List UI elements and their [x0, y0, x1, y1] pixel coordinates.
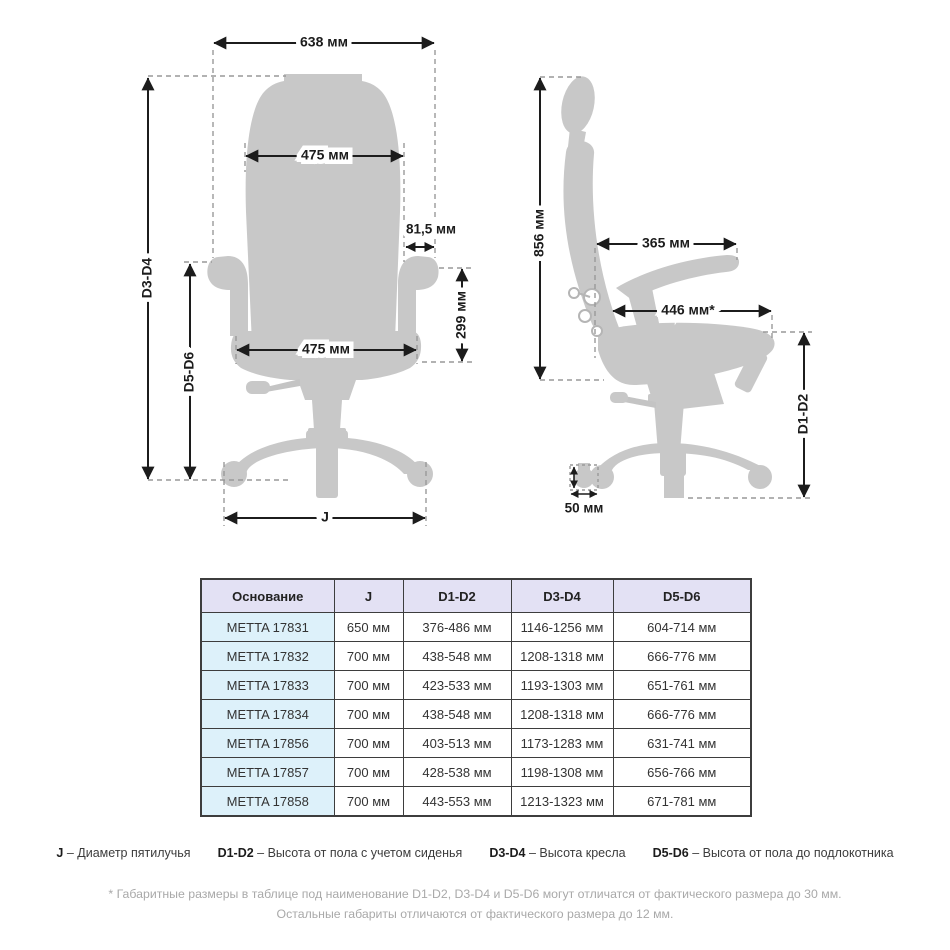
cell-model: METTA 17834 [201, 700, 334, 729]
legend-desc: – Высота от пола с учетом сиденья [257, 846, 463, 860]
front-base-hub [306, 430, 348, 446]
footnote-line-1: * Габаритные размеры в таблице под наименование D1-D2, D3-D4 и D5-D6 могут отличатся от фактического размера до 30 мм. [108, 887, 842, 901]
dim-label-d3d4: D3-D4 [138, 257, 155, 299]
cell-d3d4: 1198-1308 мм [511, 758, 613, 787]
legend-term: D3-D4 [489, 846, 526, 860]
col-header-d3d4: D3-D4 [511, 579, 613, 613]
front-armrest-right [398, 256, 439, 336]
cell-j: 700 мм [334, 787, 403, 817]
cell-j: 700 мм [334, 671, 403, 700]
cell-j: 700 мм [334, 729, 403, 758]
cell-d5d6: 666-776 мм [613, 642, 751, 671]
chair-front-view [207, 74, 438, 498]
table-header-row [201, 579, 751, 613]
spec-table [200, 578, 752, 817]
table-row [201, 642, 751, 671]
cell-model: METTA 17832 [201, 642, 334, 671]
front-lever [266, 379, 300, 392]
legend-term: J [56, 846, 64, 860]
front-caster-left [221, 461, 247, 487]
dim-label-seat-depth: 446 мм* [661, 301, 715, 318]
cell-d5d6: 671-781 мм [613, 787, 751, 817]
front-backrest [246, 74, 401, 366]
cell-d1d2: 403-513 мм [403, 729, 511, 758]
cell-d3d4: 1146-1256 мм [511, 613, 613, 642]
front-base-stem [316, 444, 338, 498]
cell-model: METTA 17833 [201, 671, 334, 700]
table-row [201, 787, 751, 817]
dim-label-d1d2: D1-D2 [794, 393, 811, 435]
side-caster-measured [574, 468, 594, 488]
cell-d1d2: 376-486 мм [403, 613, 511, 642]
front-gas-lift [312, 400, 342, 430]
dim-label-seat-width: 475 мм [302, 340, 350, 357]
cell-d3d4: 1173-1283 мм [511, 729, 613, 758]
legend-desc: – Высота кресла [528, 846, 626, 860]
cell-d5d6: 651-761 мм [613, 671, 751, 700]
legend [0, 846, 950, 860]
col-header-d1d2: D1-D2 [403, 579, 511, 613]
legend-item-d3d4 [489, 846, 625, 860]
dim-label-width-top: 638 мм [300, 33, 348, 50]
col-header-base: Основание [201, 579, 334, 613]
legend-item-d5d6 [653, 846, 894, 860]
cell-d5d6: 656-766 мм [613, 758, 751, 787]
legend-term: D5-D6 [652, 846, 689, 860]
table-row [201, 700, 751, 729]
dim-label-back-to-arm: 365 мм [642, 234, 690, 251]
cell-d3d4: 1208-1318 мм [511, 642, 613, 671]
side-lever-paddle [610, 392, 628, 403]
cell-d5d6: 666-776 мм [613, 700, 751, 729]
dim-label-total-height: 856 мм [530, 209, 547, 257]
footnote-line-2: Остальные габариты отличаются от фактического размера до 12 мм. [276, 907, 674, 921]
dim-label-base-diameter: J [321, 508, 329, 525]
legend-desc: – Высота от пола до подлокотника [692, 846, 894, 860]
cell-j: 700 мм [334, 700, 403, 729]
front-seat-under [298, 380, 356, 400]
cell-d1d2: 438-548 мм [403, 642, 511, 671]
table-row [201, 671, 751, 700]
cell-d1d2: 423-533 мм [403, 671, 511, 700]
side-base-stem [660, 444, 686, 476]
cell-model: METTA 17858 [201, 787, 334, 817]
cell-model: METTA 17831 [201, 613, 334, 642]
cell-j: 650 мм [334, 613, 403, 642]
col-header-j: J [334, 579, 403, 613]
table-row [201, 758, 751, 787]
cell-model: METTA 17856 [201, 729, 334, 758]
chair-side-view [556, 73, 774, 498]
dim-label-back-width: 475 мм [301, 146, 349, 163]
cell-j: 700 мм [334, 758, 403, 787]
cell-j: 700 мм [334, 642, 403, 671]
cell-d5d6: 604-714 мм [613, 613, 751, 642]
cell-d3d4: 1193-1303 мм [511, 671, 613, 700]
front-caster-right [407, 461, 433, 487]
side-base-stem-low [664, 472, 684, 498]
col-header-d5d6: D5-D6 [613, 579, 751, 613]
cell-d1d2: 438-548 мм [403, 700, 511, 729]
dim-label-arm-offset: 81,5 мм [406, 221, 456, 237]
cell-d3d4: 1213-1323 мм [511, 787, 613, 817]
footnote [0, 884, 950, 924]
legend-term: D1-D2 [217, 846, 254, 860]
dim-label-back-height: 299 мм [452, 291, 469, 339]
table-row [201, 729, 751, 758]
front-armrest-left [207, 256, 248, 336]
cell-d1d2: 443-553 мм [403, 787, 511, 817]
cell-d5d6: 631-741 мм [613, 729, 751, 758]
table-row [201, 613, 751, 642]
dim-label-d5d6: D5-D6 [180, 351, 197, 393]
cell-model: METTA 17857 [201, 758, 334, 787]
side-caster-front [748, 465, 772, 489]
cell-d1d2: 428-538 мм [403, 758, 511, 787]
side-headrest [556, 73, 599, 136]
legend-item-d1d2 [218, 846, 463, 860]
legend-item-j [56, 846, 190, 860]
front-lever-paddle [246, 381, 270, 394]
dim-label-caster: 50 мм [564, 500, 604, 516]
cell-d3d4: 1208-1318 мм [511, 700, 613, 729]
legend-desc: – Диаметр пятилучья [66, 846, 191, 860]
